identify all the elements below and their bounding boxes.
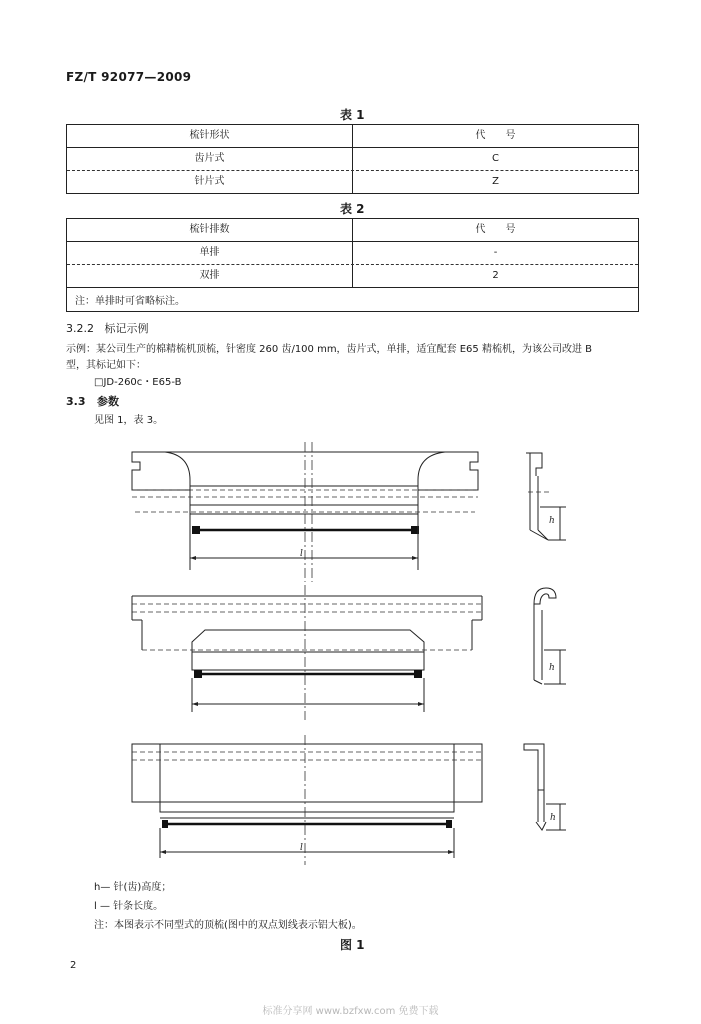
section-title: 参数 — [97, 395, 119, 408]
page-number: 2 — [70, 960, 77, 971]
section-number: 3.3 — [66, 395, 86, 408]
section-3-3-text: 见图 1，表 3。 — [94, 415, 164, 426]
table2-header-rows: 梳针排数 — [189, 224, 230, 235]
table1-header-code: 代 号 — [475, 130, 516, 141]
figure-c-label-l: l — [300, 843, 303, 853]
table1-cell-shape: 针片式 — [194, 176, 225, 187]
figure-note: 注：本图表示不同型式的顶梳(图中的双点划线表示铝大板)。 — [94, 920, 362, 931]
marking-example: □JD-260c・E65-B — [94, 377, 182, 388]
table1-caption: 表 1 — [340, 108, 365, 122]
figure-caption: 图 1 — [340, 938, 365, 952]
table2-cell-rows: 单排 — [199, 247, 220, 258]
table2-note: 注：单排时可省略标注。 — [75, 296, 185, 307]
legend-h: h— 针(齿)高度； — [94, 882, 172, 893]
table2-caption: 表 2 — [340, 202, 365, 216]
legend-l: l — 针条长度。 — [94, 901, 164, 912]
table1-cell-code: Z — [492, 176, 499, 187]
figure-b-label-h: h — [549, 663, 555, 673]
table2-cell-code: 2 — [492, 270, 499, 281]
watermark: 标准分享网 www.bzfxw.com 免费下载 — [262, 1006, 439, 1017]
table2-cell-code: - — [493, 247, 498, 258]
section-number: 3.2.2 — [66, 322, 94, 335]
example-text-line1: 示例：某公司生产的棉精梳机顶梳，针密度 260 齿/100 mm，齿片式，单排，适宜配套 E65 精梳机，为该公司改进 B — [66, 344, 593, 355]
table1-header-shape: 梳针形状 — [189, 130, 230, 141]
table2-header-code: 代 号 — [475, 224, 516, 235]
table1-cell-shape: 齿片式 — [194, 153, 225, 164]
figure-a-label-h: h — [549, 516, 555, 526]
section-title: 标记示例 — [104, 322, 149, 335]
table1-cell-code: C — [492, 153, 499, 164]
table2-cell-rows: 双排 — [199, 270, 220, 281]
standard-code: FZ/T 92077—2009 — [66, 70, 192, 84]
figure-c-label-h: h — [550, 813, 556, 823]
figure-a-label-l: l — [300, 549, 303, 559]
example-text-line2: 型，其标记如下： — [66, 360, 146, 371]
